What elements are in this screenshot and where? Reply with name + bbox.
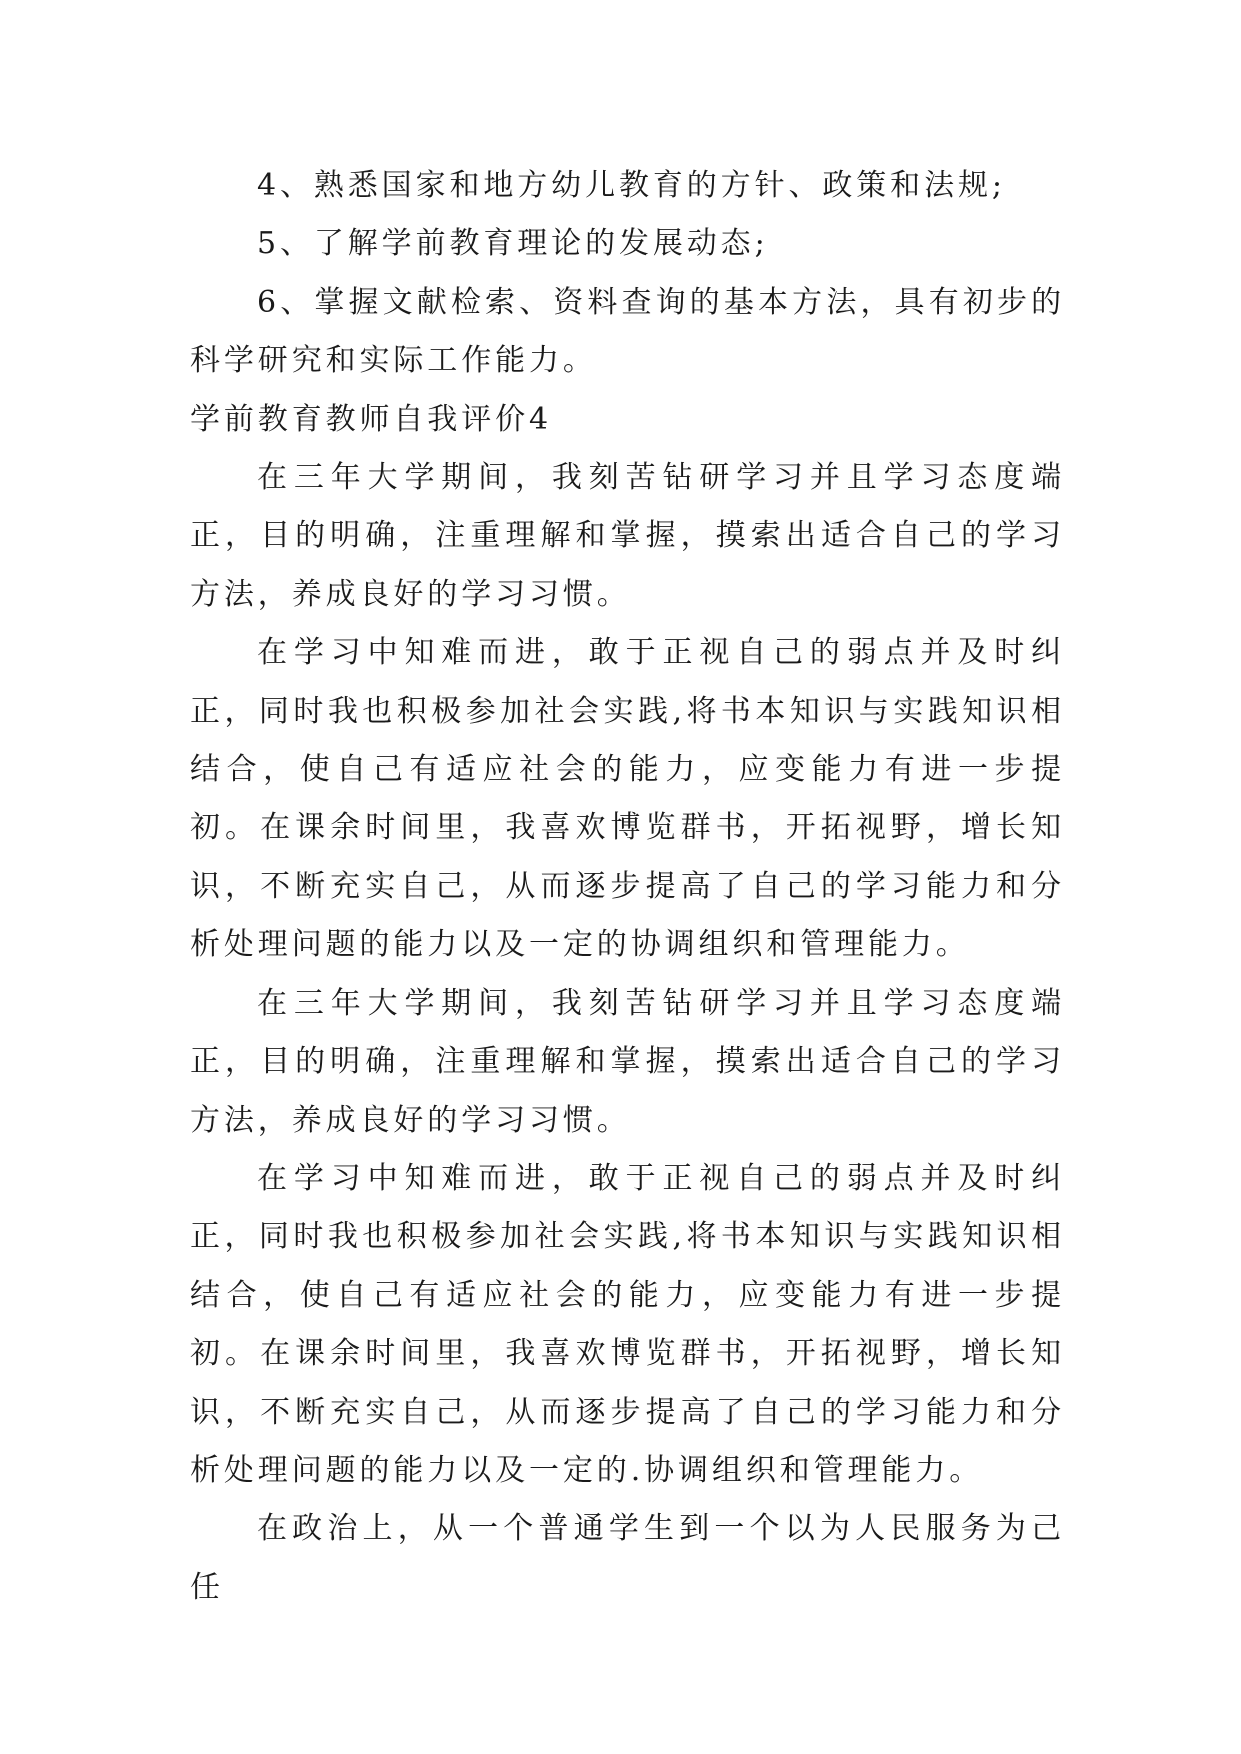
list-item-6: 6、掌握文献检索、资料查询的基本方法，具有初步的科学研究和实际工作能力。 (190, 284, 1065, 379)
body-paragraph: 在学习中知难而进，敢于正视自己的弱点并及时纠正，同时我也积极参加社会实践,将书本知识与实践知识相结合，使自己有适应社会的能力，应变能力有进一步提初。在课余时间里，我喜欢博览群书，开拓视野，增长知识，不断充实自己，从而逐步提高了自己的学习能力和分析处理问题的能力以及一定的协调组织和管理能力。 (190, 635, 1065, 963)
section-heading: 学前教育教师自我评价4 (190, 401, 552, 437)
body-paragraph: 在政治上，从一个普通学生到一个以为人民服务为己任 (190, 1511, 1065, 1605)
list-item-5: 5、了解学前教育理论的发展动态; (257, 226, 769, 262)
body-paragraph: 在三年大学期间，我刻苦钻研学习并且学习态度端正，目的明确，注重理解和掌握，摸索出适合自己的学习方法，养成良好的学习习惯。 (190, 985, 1065, 1138)
body-paragraph: 在学习中知难而进，敢于正视自己的弱点并及时纠正，同时我也积极参加社会实践,将书本知识与实践知识相结合，使自己有适应社会的能力，应变能力有进一步提初。在课余时间里，我喜欢博览群书，开拓视野，增长知识，不断充实自己，从而逐步提高了自己的学习能力和分析处理问题的能力以及一定的.协调组织和管理能力。 (190, 1160, 1065, 1488)
document-body (190, 157, 1065, 1617)
body-paragraph: 在三年大学期间，我刻苦钻研学习并且学习态度端正，目的明确，注重理解和掌握，摸索出适合自己的学习方法，养成良好的学习习惯。 (190, 460, 1065, 612)
list-item-4: 4、熟悉国家和地方幼儿教育的方针、政策和法规; (257, 168, 1006, 203)
